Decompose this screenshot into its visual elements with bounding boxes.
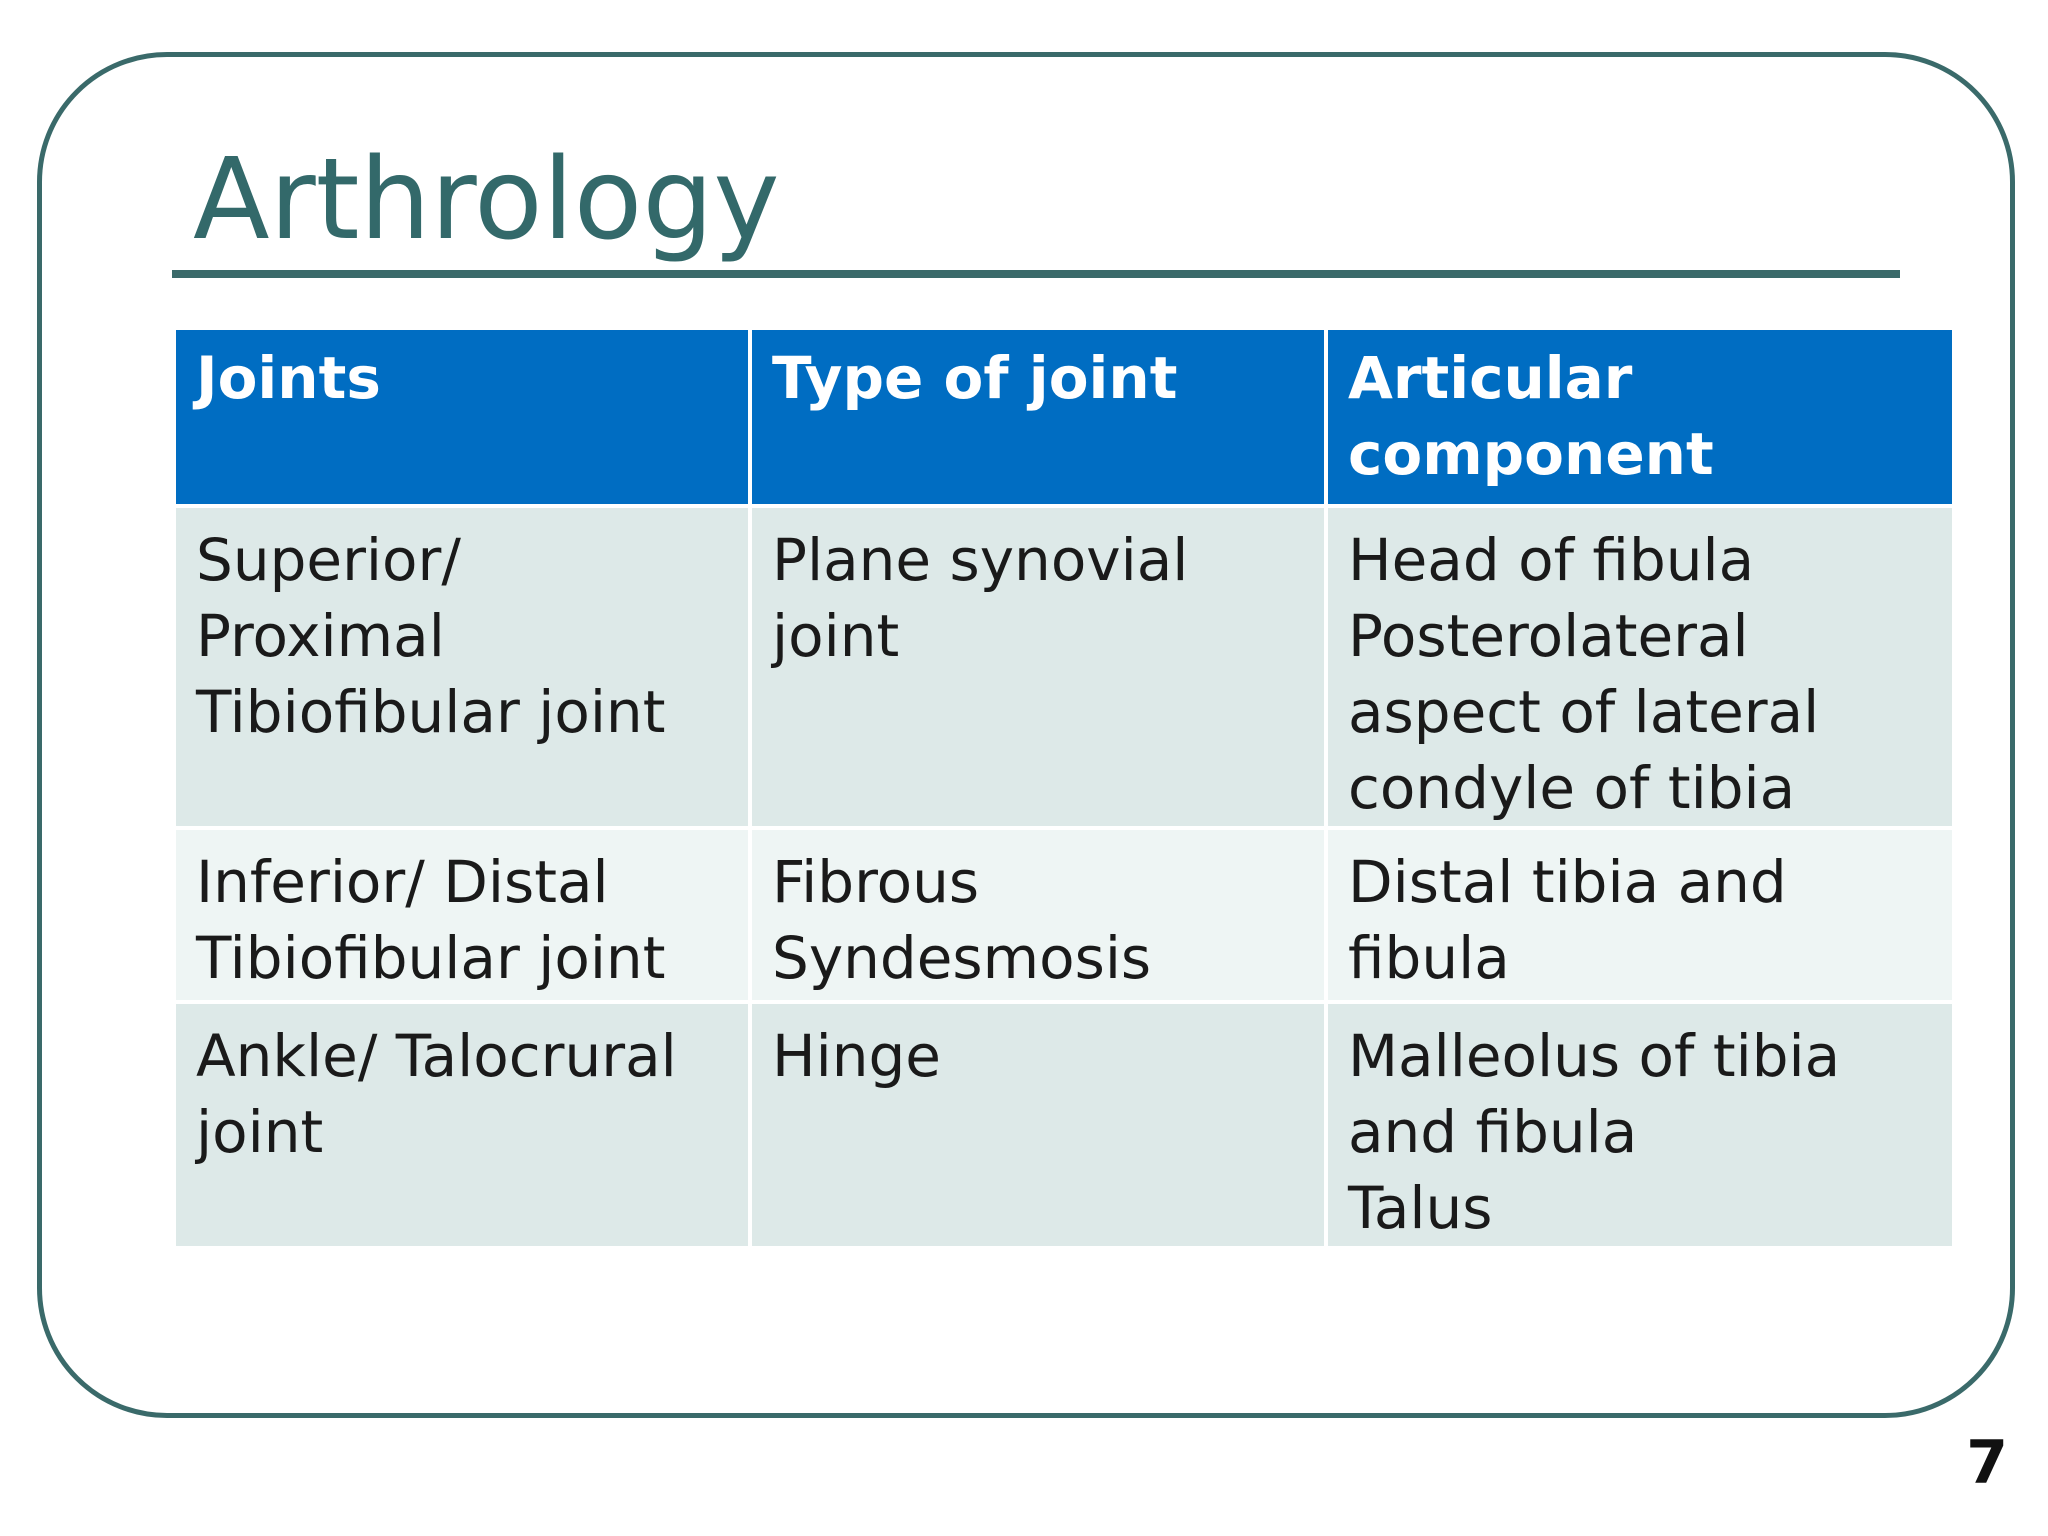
- table-row: [174, 1002, 1954, 1248]
- header-joints: Joints: [174, 328, 750, 506]
- cell-joint: Superior/ Proximal Tibiofibular joint: [174, 506, 750, 828]
- joint-table: [172, 326, 1956, 1250]
- cell-type: Plane synovial joint: [750, 506, 1326, 828]
- header-type-of-joint: Type of joint: [750, 328, 1326, 506]
- cell-component: Head of fibula Posterolateral aspect of lateral condyle of tibia: [1326, 506, 1954, 828]
- header-articular-component: Articular component: [1326, 328, 1954, 506]
- cell-component: Malleolus of tibia and fibula Talus: [1326, 1002, 1954, 1248]
- cell-component: Distal tibia and fibula: [1326, 828, 1954, 1002]
- slide-title: Arthrology: [193, 135, 780, 265]
- cell-joint: Inferior/ Distal Tibiofibular joint: [174, 828, 750, 1002]
- cell-type: Fibrous Syndesmosis: [750, 828, 1326, 1002]
- cell-joint: Ankle/ Talocrural joint: [174, 1002, 750, 1248]
- cell-type: Hinge: [750, 1002, 1326, 1248]
- page-number: 7: [1966, 1428, 2008, 1498]
- title-divider: [172, 270, 1900, 278]
- table-header-row: [174, 328, 1954, 506]
- table-row: [174, 506, 1954, 828]
- table-row: [174, 828, 1954, 1002]
